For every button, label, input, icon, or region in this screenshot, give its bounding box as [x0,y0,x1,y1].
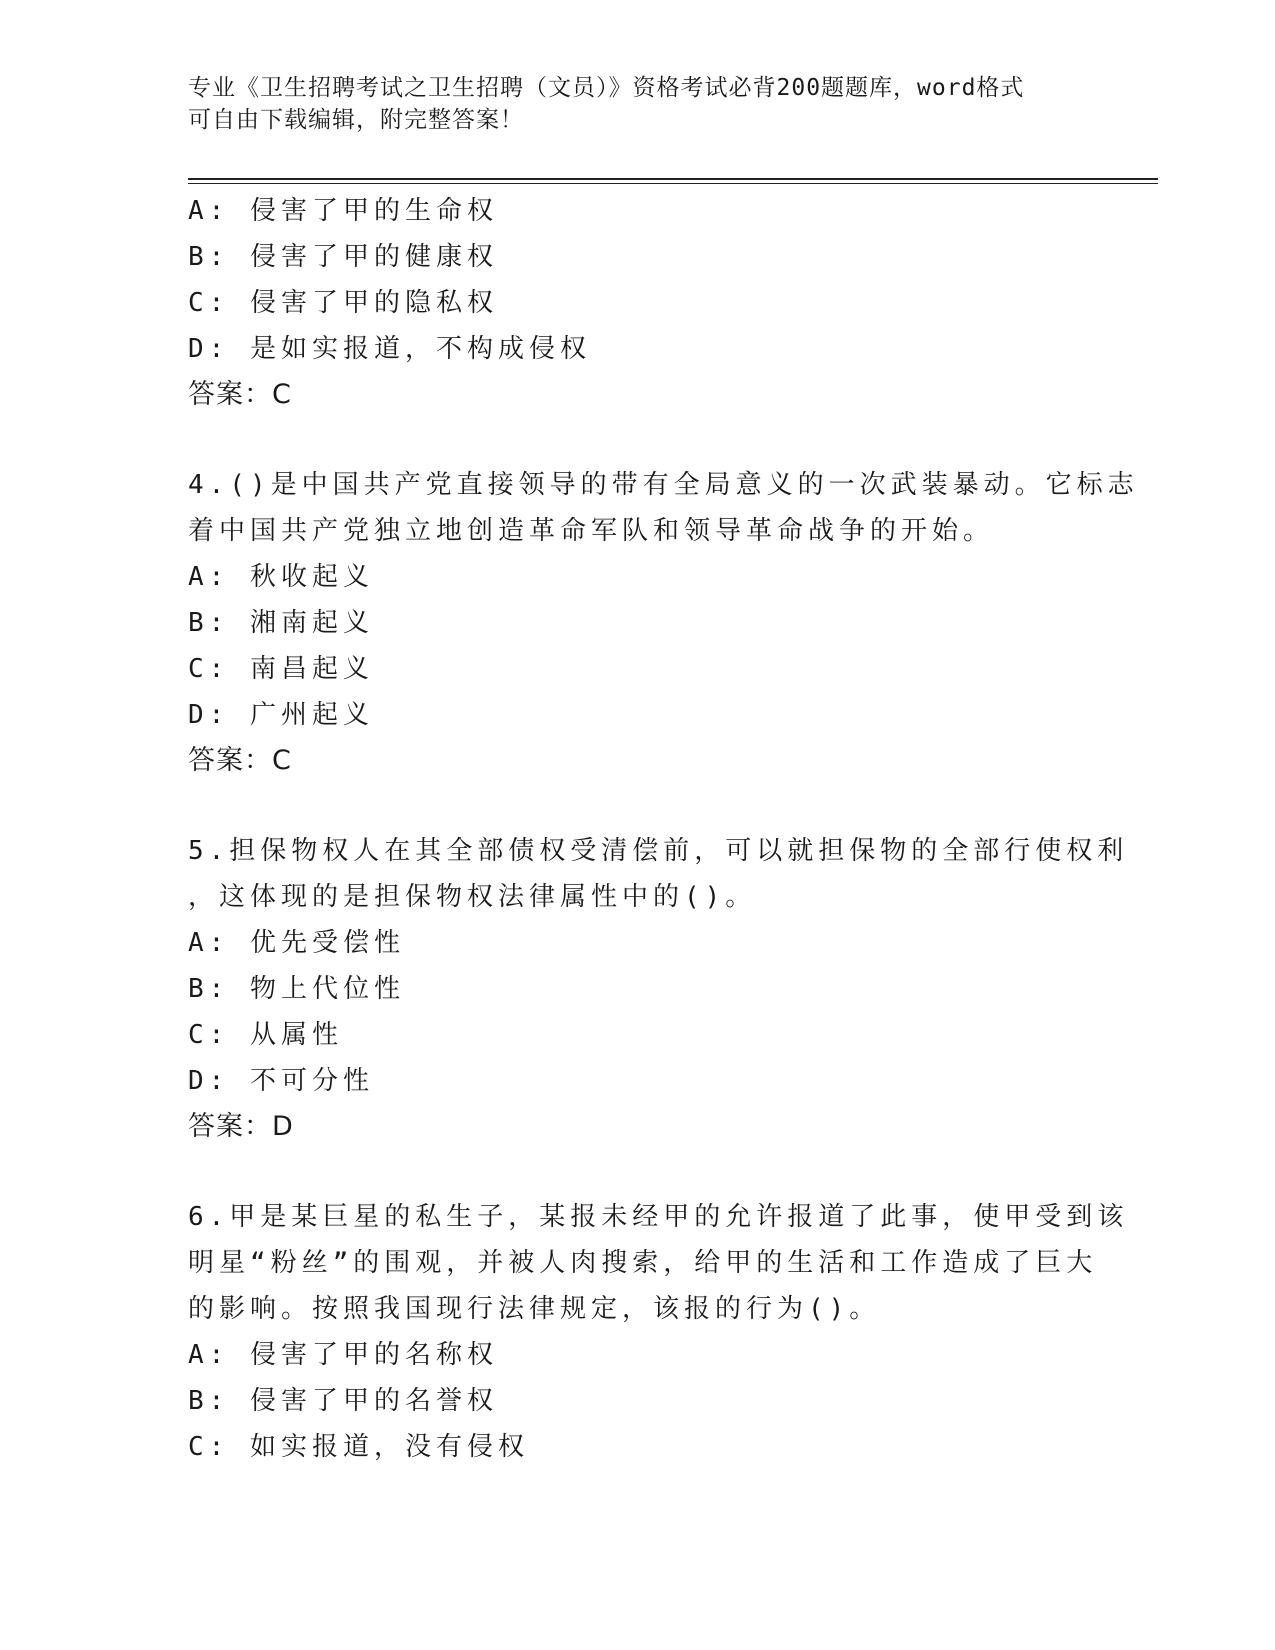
question-4-stem-line-1: 4.()是中国共产党直接领导的带有全局意义的一次武装暴动。它标志 [188,470,1139,500]
question-4-option-c: C: 南昌起义 [188,654,374,684]
question-4-stem-line-2: 着中国共产党独立地创造革命军队和领导革命战争的开始。 [188,516,995,546]
question-3-option-b: B: 侵害了甲的健康权 [188,242,498,272]
question-4-answer: 答案：C [188,745,292,776]
question-6-stem-line-1: 6.甲是某巨星的私生子，某报未经甲的允许报道了此事，使甲受到该 [188,1202,1129,1232]
spacer [188,784,1068,828]
question-5-option-c: C: 从属性 [188,1020,343,1050]
question-6-stem-line-3: 的影响。按照我国现行法律规定，该报的行为()。 [188,1294,881,1324]
header-title-line-2: 可自由下载编辑，附完整答案！ [188,107,524,133]
question-3-option-a: A: 侵害了甲的生命权 [188,196,498,226]
question-3-option-d: D: 是如实报道，不构成侵权 [188,334,591,364]
question-5-stem-line-1: 5.担保物权人在其全部债权受清偿前，可以就担保物的全部行使权利 [188,836,1129,866]
question-5-stem-line-2: ，这体现的是担保物权法律属性中的()。 [188,882,757,912]
header-divider-thick [188,178,1158,180]
question-5-block [188,828,1129,1150]
question-4-block [188,462,1139,784]
question-6-option-c: C: 如实报道，没有侵权 [188,1432,529,1462]
question-4-option-d: D: 广州起义 [188,700,374,730]
question-5-answer: 答案：D [188,1111,294,1142]
spacer [188,1150,1068,1194]
document-header [188,72,1068,136]
question-6-option-a: A: 侵害了甲的名称权 [188,1340,498,1370]
question-6-option-b: B: 侵害了甲的名誉权 [188,1386,498,1416]
spacer [188,418,1068,462]
question-4-option-b: B: 湘南起义 [188,608,374,638]
question-3-block [188,188,1068,418]
question-5-option-a: A: 优先受偿性 [188,928,405,958]
header-title-line-1: 专业《卫生招聘考试之卫生招聘（文员）》资格考试必背200题题库，word格式 [188,75,1025,101]
question-6-block [188,1194,1129,1470]
question-5-option-d: D: 不可分性 [188,1066,374,1096]
question-3-option-c: C: 侵害了甲的隐私权 [188,288,498,318]
question-5-option-b: B: 物上代位性 [188,974,405,1004]
question-3-answer: 答案：C [188,379,292,410]
header-divider-thin [188,183,1158,184]
question-content [188,188,1139,1470]
question-4-option-a: A: 秋收起义 [188,562,374,592]
question-6-stem-line-2: 明星“粉丝”的围观，并被人肉搜索，给甲的生活和工作造成了巨大 [188,1248,1098,1278]
